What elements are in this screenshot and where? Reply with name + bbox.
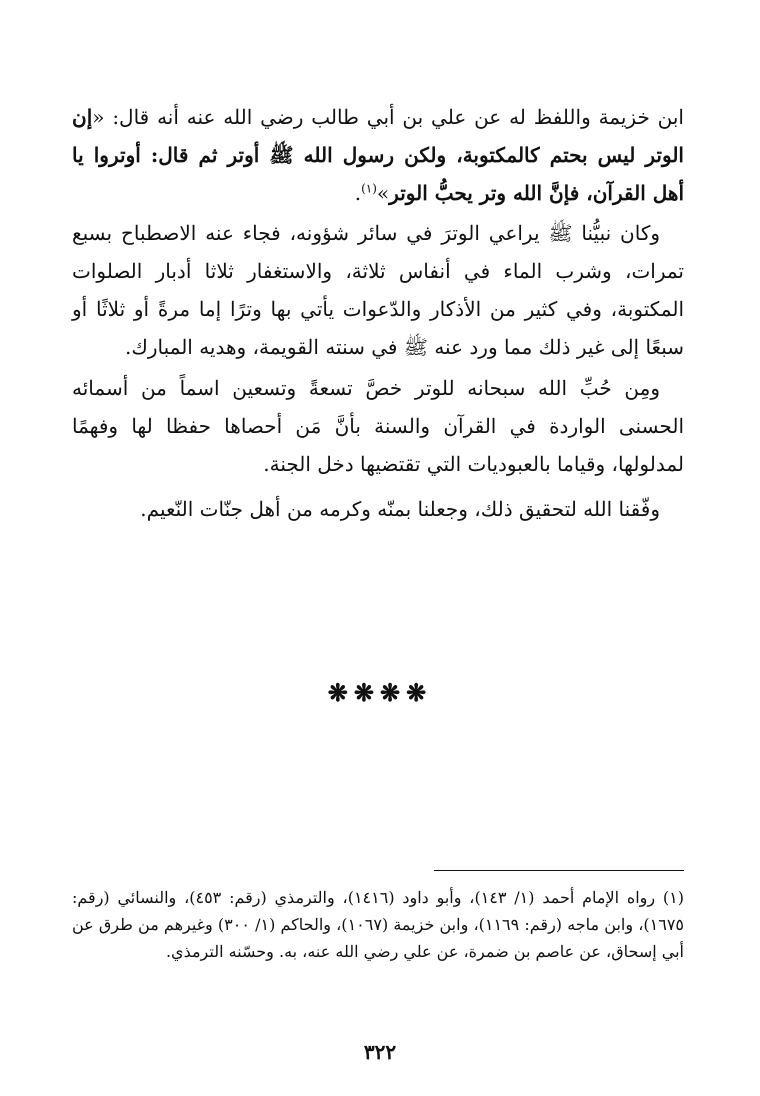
quote-close: »: [376, 181, 390, 205]
paragraph-text: وفّقنا الله لتحقيق ذلك، وجعلنا بمنّه وكرمه من أهل جنّات النّعيم.: [140, 497, 660, 521]
page-number: ٣٢٢: [363, 1040, 397, 1064]
paragraph-hadith: [72, 98, 684, 212]
paragraph-text: وكان نبيُّنا ﷺ يراعي الوترَ في سائر شؤونه، فجاء عنه الاصطباح بسبع تمرات، وشرب الماء في أنفاس ثلاثة، والاستغفار ثلاثا أدبار الصلوات المكتوبة، وفي كثير من الأذكار والدّعوات يأتي بها وترًا إما مرةً أو ثلاثًا أو سبعًا إلى غير ذلك مما ورد عنه ﷺ في سنته القويمة، وهديه المبارك.: [72, 221, 684, 359]
footnote-reference: (١): [361, 181, 377, 196]
paragraph-divine-names: [72, 369, 684, 483]
paragraph-supplication: [72, 490, 684, 528]
paragraph-prophet-witr: [72, 214, 684, 366]
paragraph-text: ومِن حُبِّ الله سبحانه للوتر خصَّ تسعةً وتسعين اسماً من أسمائه الحسنى الواردة في القرآن والسنة بأنَّ مَن أحصاها حفظا لها وفهمًا لمدلولها، وقياما بالعبوديات التي تقتضيها دخل الجنة.: [72, 376, 684, 476]
section-separator: ❋❋❋❋: [327, 678, 433, 707]
footnote-1: (١) رواه الإمام أحمد (١/ ١٤٣)، وأبو داود (١٤١٦)، والترمذي (رقم: ٤٥٣)، والنسائي (رقم: ١٦٧٥)، وابن ماجه (رقم: ١١٦٩)، وابن خزيمة (١٠٦٧)، والحاكم (١/ ٣٠٠) وغيرهم من طرق عن أبي إسحاق، عن عاصم بن ضمرة، عن علي رضي الله عنه، به. وحسّنه الترمذي.: [72, 888, 685, 961]
hadith-quote: إن الوتر ليس بحتم كالمكتوبة، ولكن رسول الله ﷺ أوتر ثم قال: أوتروا يا أهل القرآن، فإنَّ الله وتر يحبُّ الوتر: [72, 105, 684, 205]
hadith-intro: ابن خزيمة واللفظ له عن علي بن أبي طالب رضي الله عنه أنه قال: «: [92, 105, 684, 129]
paragraph-end: .: [354, 181, 362, 205]
footnote-divider: [434, 870, 684, 871]
